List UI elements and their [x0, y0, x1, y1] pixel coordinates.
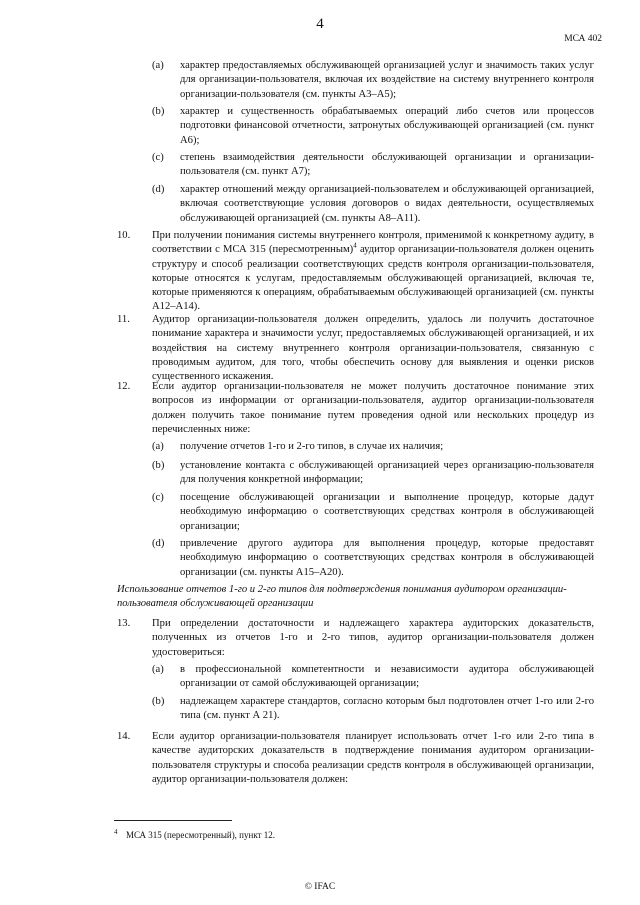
footnote-number: 4: [114, 828, 118, 836]
list-label: (c): [152, 492, 164, 503]
list-item-text: характер отношений между организацией-пользователем и обслуживающей организацией, включая соответствующие условия договоров о видах деятельности, осуществляемых обслуживающей организацией (см. пункты А8–А11).: [180, 184, 594, 224]
paragraph-number: 12.: [117, 381, 131, 392]
paragraph-number: 11.: [117, 314, 130, 325]
list-label: (d): [152, 538, 165, 549]
list-label: (d): [152, 184, 165, 195]
list-item-text: в профессиональной компетентности и независимости аудитора обслуживающей организации от самой обслуживающей организации;: [180, 664, 594, 690]
document-code: МСА 402: [564, 34, 602, 44]
paragraph-number: 10.: [117, 230, 131, 241]
list-item-text: степень взаимодействия деятельности обслуживающей организации и организации-пользователя (см. пункт А7);: [180, 152, 594, 178]
list-label: (b): [152, 106, 165, 117]
paragraph-number: 14.: [117, 731, 131, 742]
paragraph-12: Если аудитор организации-пользователя не может получить достаточное понимание этих вопросов из информации от организации-пользователя, аудитор организации-пользователя должен получить такое понимание путем проведения одной или нескольких процедур из перечисленных ниже:: [152, 381, 594, 435]
paragraph-text: При получении понимания системы внутреннего контроля, применимой к конкретному аудиту, в соответствии с МСА 315 (пересмотренным): [152, 230, 594, 256]
list-item-text: надлежащем характере стандартов, согласно которым был подготовлен отчет 1-го или 2-го типа (см. пункт А 21).: [180, 696, 594, 722]
footnote-text: МСА 315 (пересмотренный), пункт 12.: [126, 830, 276, 840]
paragraph-11: Аудитор организации-пользователя должен определить, удалось ли получить достаточное понимание характера и значимости услуг, предоставляемых обслуживающей организацией, и их воздействия на систему внутреннего контроля организации-пользователя, связанную с проводимым аудитом, для того, чтобы обеспечить основу для выявления и оценки рисков существенного искажения.: [152, 314, 594, 383]
list-item-text: характер предоставляемых обслуживающей организацией услуг и значимость таких услуг для организации-пользователя, включая их воздействие на систему внутреннего контроля организации-пользователя (см. пункты А3–А5);: [180, 60, 594, 100]
page-number: 4: [316, 16, 324, 32]
paragraph-number: 13.: [117, 618, 131, 629]
list-item-text: посещение обслуживающей организации и выполнение процедур, которые дадут необходимую информацию о соответствующих средствах контроля в обслуживающей организации;: [180, 492, 594, 532]
footnote-divider: [114, 820, 232, 821]
list-label: (a): [152, 60, 164, 71]
paragraph-13: При определении достаточности и надлежащего характера аудиторских доказательств, полученных из отчетов 1-го и 2-го типов, аудитор организации-пользователя должен удостовериться:: [152, 618, 594, 658]
paragraph-14: Если аудитор организации-пользователя планирует использовать отчет 1-го или 2-го типа в качестве аудиторских доказательств в подтверждение понимания аудитором организации-пользователя структуры и способа реализации средств контроля в обслуживающей организации, аудитор организации-пользователя должен:: [152, 731, 594, 785]
list-item-text: получение отчетов 1-го и 2-го типов, в случае их наличия;: [180, 441, 444, 452]
paragraph-10: [152, 229, 594, 315]
paragraph-text: аудитор организации-пользователя должен оценить структуру и способ реализации соответствующих средств контроля организации-пользователя, которые относятся к услугам, предоставляемым обслуживающей организацией, включая те, которые применяются к операциям, обрабатываемым обслуживающей организацией (см. пункты А12–А14).: [152, 244, 594, 313]
list-item-text: привлечение другого аудитора для выполнения процедур, которые предоставят необходимую информацию о соответствующих средствах контроля в обслуживающей организации (см. пункты А15–А20).: [180, 538, 594, 578]
list-label: (b): [152, 696, 165, 707]
list-item-text: характер и существенность обрабатываемых операций либо счетов или процессов подготовки финансовой отчетности, затронутых обслуживающей организацией (см. пункт А6);: [180, 106, 594, 146]
list-label: (b): [152, 460, 165, 471]
list-label: (a): [152, 441, 164, 452]
copyright-footer: © IFAC: [304, 882, 336, 892]
section-heading: Использование отчетов 1-го и 2-го типов для подтверждения понимания аудитором организации-пользователя обслуживающей организации: [117, 584, 567, 610]
list-label: (a): [152, 664, 164, 675]
list-label: (c): [152, 152, 164, 163]
list-item-text: установление контакта с обслуживающей организацией через организацию-пользователя для получения конкретной информации;: [180, 460, 594, 486]
footnote-reference: 4: [353, 241, 357, 250]
